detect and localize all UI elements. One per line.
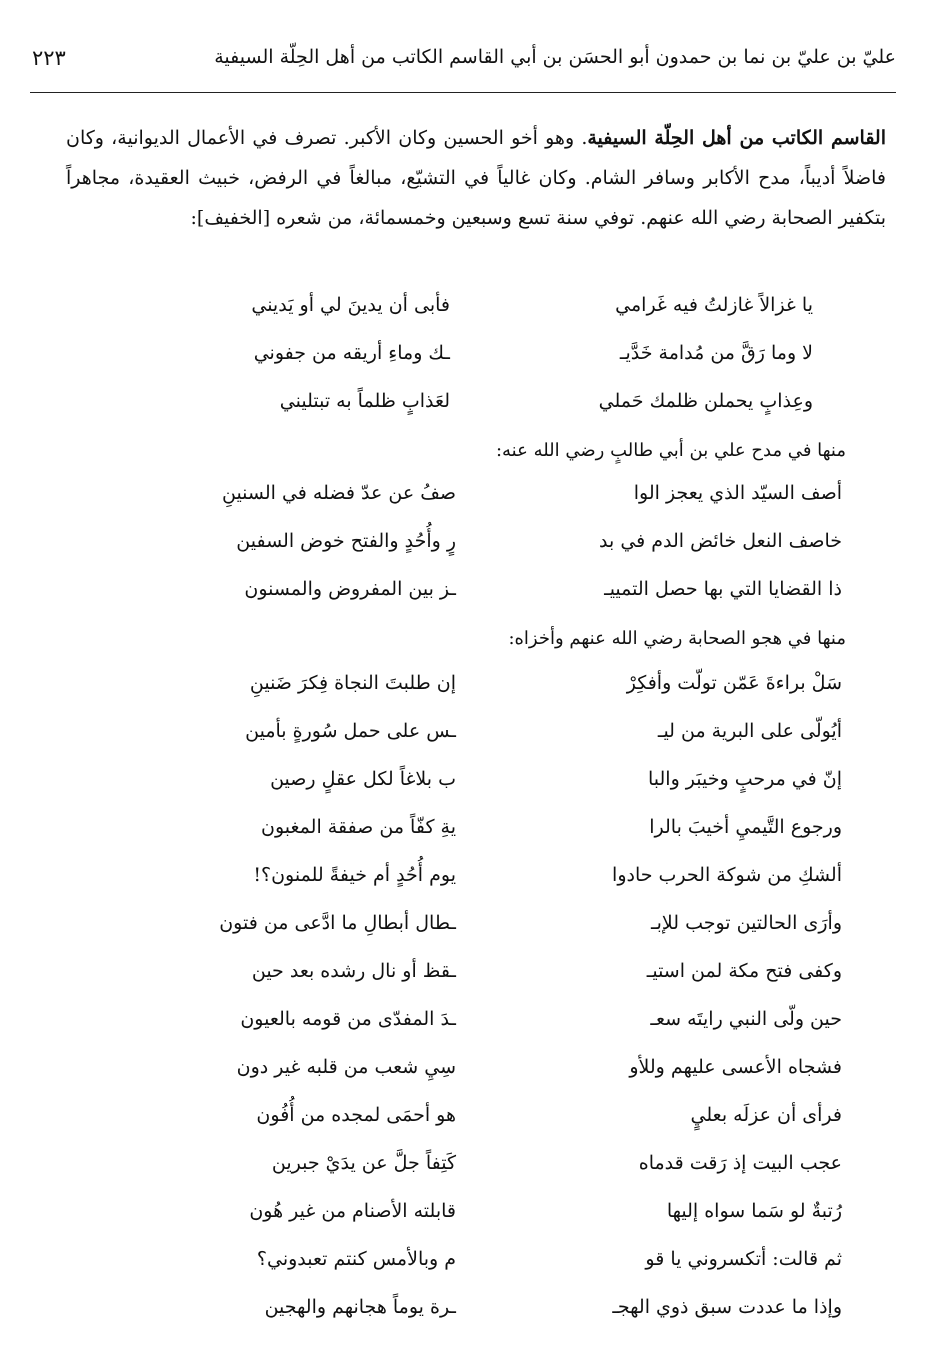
running-title: عليّ بن عليّ بن نما بن حمدون أبو الحسَن بن أبي القاسم الكاتب من أهل الحِلّة السيفية — [214, 46, 896, 68]
verse-second-hemistich: إن طلبتَ النجاة فِكرَ ضَنينِ — [249, 672, 456, 694]
verse-first-hemistich: فرأى أن عزلَه بعليٍ — [690, 1104, 842, 1126]
verse-second-hemistich: يةِ كفّاً من صفقة المغبون — [261, 816, 456, 838]
poem2-verse — [0, 482, 938, 522]
verse-first-hemistich: إنّ في مرحبٍ وخيبَر والبا — [647, 768, 842, 790]
poem3-verse — [0, 672, 938, 712]
poem3-verse — [0, 1008, 938, 1048]
verse-first-hemistich: حين ولّى النبي رايتَه سعـ — [650, 1008, 842, 1030]
section-heading-praise: منها في مدح علي بن أبي طالبٍ رضي الله عنه: — [495, 440, 846, 461]
poem3-verse — [0, 1248, 938, 1288]
verse-second-hemistich: ـرة يوماً هجانهم والهجين — [264, 1296, 456, 1318]
verse-first-hemistich: ذا القضايا التي بها حصل التمييـ — [604, 578, 842, 600]
verse-second-hemistich: يوم أُحُدٍ أم خيفةً للمنون؟! — [253, 864, 456, 886]
poem3-verse — [0, 1104, 938, 1144]
intro-body: . وهو أخو الحسين وكان الأكبر. تصرف في الأعمال الديوانية، وكان فاضلاً أديباً، مدح الأكابر وسافر الشام. وكان غالياً في التشيّع، مبالغاً في الرفض، خبيث العقيدة، مجاهراً بتكفير الصحابة رضي الله عنهم. توفي سنة تسع وسبعين وخمسمائة، من شعره [الخفيف]: — [66, 127, 886, 229]
verse-second-hemistich: سِيِ شعب من قلبه غير دون — [236, 1056, 456, 1078]
verse-first-hemistich: وأرَى الحالتين توجب للإبـ — [651, 912, 842, 934]
page-header — [30, 44, 896, 93]
verse-first-hemistich: أيُولّى على البرية من ليـ — [657, 720, 842, 742]
poem3-verse — [0, 1200, 938, 1240]
intro-paragraph — [66, 118, 886, 238]
page-number: ٢٢٣ — [32, 46, 66, 70]
verse-first-hemistich: يا غزالاً غازلتُ فيه غَرامي — [615, 294, 813, 316]
verse-first-hemistich: وإذا ما عددت سبق ذوي الهجـ — [612, 1296, 842, 1318]
verse-first-hemistich: أصف السيّد الذي يعجز الوا — [633, 482, 842, 504]
verse-second-hemistich: ـز بين المفروض والمسنون — [244, 578, 456, 600]
poem3-verse — [0, 720, 938, 760]
verse-second-hemistich: ب بلاغاً لكل عقلٍ رصين — [270, 768, 456, 790]
poem1-verse — [0, 294, 938, 334]
poem3-verse — [0, 768, 938, 808]
poem3-verse — [0, 1056, 938, 1096]
verse-first-hemistich: ورجوع التَّيميِ أخيبَ بالرا — [649, 816, 842, 838]
verse-second-hemistich: م وبالأمس كنتم تعبدوني؟ — [256, 1248, 456, 1270]
verse-first-hemistich: وكفى فتح مكة لمن استيـ — [646, 960, 842, 982]
poem3-verse — [0, 960, 938, 1000]
verse-second-hemistich: ـك وماءِ أريقه من جفوني — [253, 342, 450, 364]
verse-first-hemistich: ثم قالت: أتكسروني يا قو — [645, 1248, 842, 1270]
poem3-verse — [0, 1152, 938, 1192]
verse-second-hemistich: ـس على حمل سُورةٍ بأمين — [245, 720, 456, 742]
verse-second-hemistich: قابلته الأصنام من غير هُون — [249, 1200, 456, 1222]
poem1-verse — [0, 390, 938, 430]
verse-first-hemistich: سَلْ براءةَ عَمّن تولّت وأفكِرْ — [626, 672, 842, 694]
intro-lead-bold: القاسم الكاتب من أهل الحِلّة السيفية — [587, 127, 886, 149]
verse-first-hemistich: فشجاه الأعسى عليهم وللأو — [629, 1056, 842, 1078]
poem3-verse — [0, 816, 938, 856]
verse-first-hemistich: ألشكِ من شوكة الحرب حادوا — [612, 864, 842, 886]
poem1-verse — [0, 342, 938, 382]
verse-second-hemistich: كَتِفاً جلَّ عن يدَيْ جبرين — [271, 1152, 456, 1174]
verse-first-hemistich: خاصف النعل خائض الدم في بد — [599, 530, 842, 552]
verse-second-hemistich: هو أحمَى لمجده من أُفُون — [256, 1104, 456, 1126]
verse-second-hemistich: ـقظ أو نال رشده بعد حين — [251, 960, 456, 982]
verse-first-hemistich: عجب البيت إذ رَقت قدماه — [638, 1152, 842, 1174]
poem2-verse — [0, 578, 938, 618]
poem3-verse — [0, 1296, 938, 1336]
verse-second-hemistich: ـطال أبطالِ ما ادَّعى من فتون — [219, 912, 456, 934]
poem3-verse — [0, 864, 938, 904]
verse-second-hemistich: لعَذابٍ ظلماً به تبتليني — [279, 390, 450, 412]
verse-second-hemistich: فأبى أن يدينَ لي أو يَديني — [251, 294, 450, 316]
verse-first-hemistich: وعِذابٍ يحملن ظلمك حَملي — [598, 390, 813, 412]
verse-second-hemistich: رٍ وأُحُدٍ والفتح خوض السفين — [236, 530, 456, 552]
poem3-verse — [0, 912, 938, 952]
verse-second-hemistich: ـدَ المفدّى من قومه بالعيون — [240, 1008, 456, 1030]
verse-second-hemistich: صفُ عن عدّ فضله في السنينِ — [221, 482, 456, 504]
section-heading-satire: منها في هجو الصحابة رضي الله عنهم وأخزاه: — [508, 628, 846, 649]
verse-first-hemistich: رُتبةٌ لو سَما سواه إليها — [666, 1200, 842, 1222]
poem2-verse — [0, 530, 938, 570]
verse-first-hemistich: لا وما رَقَّ من مُدامة خَدَّيـ — [619, 342, 813, 364]
